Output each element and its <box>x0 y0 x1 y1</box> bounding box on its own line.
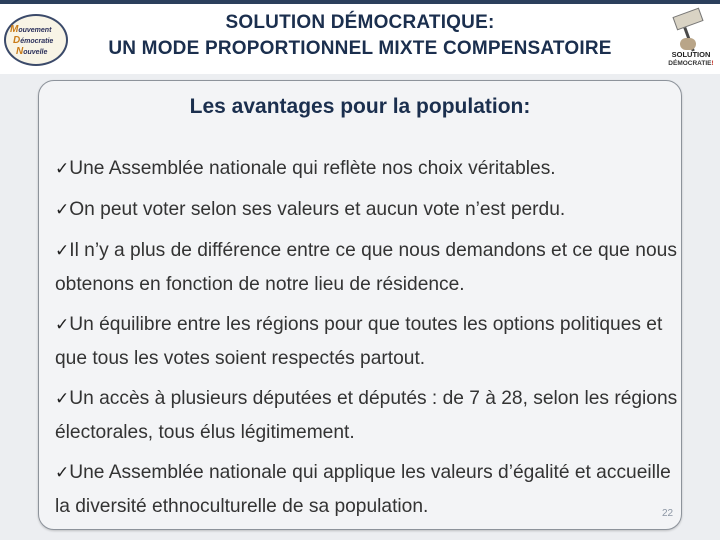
bullet-list <box>55 152 680 530</box>
list-item: ✓On peut voter selon ses valeurs et aucun vote n’est perdu. <box>55 199 566 220</box>
slide-title-line-2: UN MODE PROPORTIONNEL MIXTE COMPENSATOIRE <box>108 38 612 59</box>
list-item: ✓Il n’y a plus de différence entre ce que nous demandons et ce que nous obtenons en fonction de notre lieu de résidence. <box>55 240 677 295</box>
sign-board-icon <box>672 8 703 31</box>
slide-subtitle: Les avantages pour la population: <box>189 95 531 118</box>
list-item: ✓Un accès à plusieurs députées et députés : de 7 à 28, selon les régions électorales, tous élus légitimement. <box>55 388 678 443</box>
logo-right-line-1: SOLUTION <box>671 50 711 59</box>
list-item: ✓Une Assemblée nationale qui applique les valeurs d’égalité et accueille la diversité ethnoculturelle de sa population. <box>55 462 671 517</box>
hand-icon <box>680 38 696 50</box>
list-item: ✓Un équilibre entre les régions pour que toutes les options politiques et que tous les votes soient respectés partout. <box>55 314 663 369</box>
checkmark-icon: ✓ <box>55 389 70 409</box>
logo-word-2: Démocratie <box>13 35 54 46</box>
checkmark-icon: ✓ <box>55 315 70 335</box>
checkmark-icon: ✓ <box>55 159 70 179</box>
page-number: 22 <box>662 508 674 519</box>
logo-right-line-2: DÉMOCRATIE! <box>668 60 714 67</box>
list-item: ✓Une Assemblée nationale qui reflète nos choix véritables. <box>55 158 556 179</box>
checkmark-icon: ✓ <box>55 200 70 220</box>
checkmark-icon: ✓ <box>55 463 70 483</box>
slide-title-line-1: SOLUTION DÉMOCRATIQUE: <box>225 12 495 33</box>
logo-word-3: Nouvelle <box>16 46 48 57</box>
logo-word-1: Mouvement <box>10 24 52 35</box>
checkmark-icon: ✓ <box>55 241 70 261</box>
slide-header <box>0 4 720 74</box>
mdn-logo <box>4 14 68 66</box>
solution-democratie-logo <box>664 8 718 74</box>
